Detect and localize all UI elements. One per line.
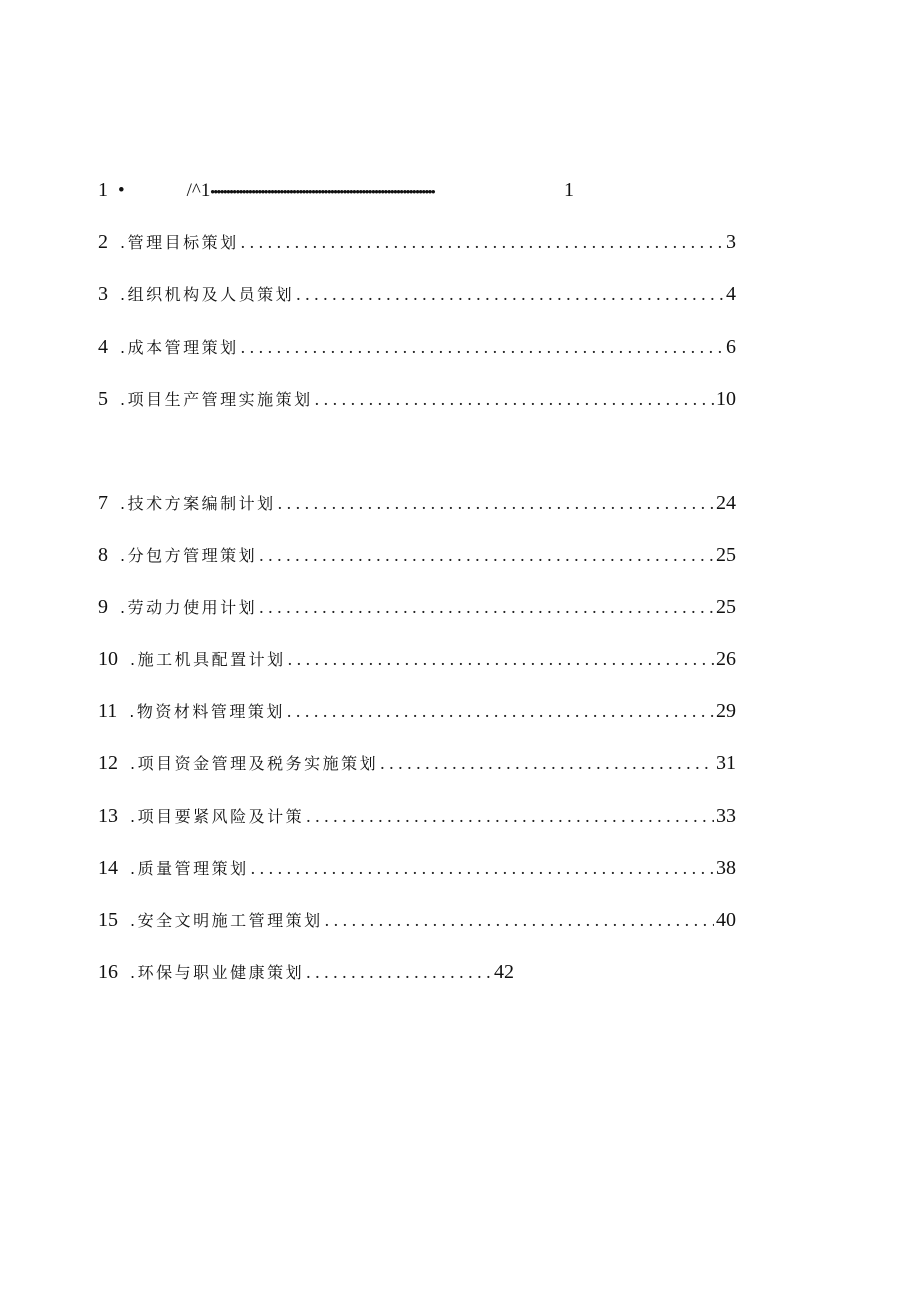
toc-entry-10[interactable] — [98, 645, 736, 673]
toc-entry-page: 42 — [494, 961, 514, 983]
toc-entry-16[interactable] — [98, 958, 514, 986]
toc-entry-9[interactable] — [98, 593, 736, 621]
toc-entry-bullet: • — [118, 180, 125, 201]
toc-leader-dots — [325, 906, 714, 934]
toc-leader-dots — [306, 802, 714, 830]
toc-entry-2[interactable] — [98, 228, 736, 256]
toc-entry-number: 10 — [98, 648, 118, 670]
toc-entry-15[interactable] — [98, 906, 736, 934]
toc-entry-title: .技术方案编制计划 — [120, 494, 276, 513]
toc-entry-title: .成本管理策划 — [120, 338, 239, 357]
toc-entry-4[interactable] — [98, 333, 736, 361]
toc-entry-page: 29 — [716, 700, 736, 722]
toc-entry-number: 14 — [98, 857, 118, 879]
toc-entry-1[interactable] — [98, 176, 574, 204]
toc-entry-number: 11 — [98, 700, 118, 722]
toc-entry-number: 7 — [98, 492, 108, 514]
toc-leader-dots — [259, 541, 714, 569]
toc-leader-dots — [278, 489, 714, 517]
toc-leader-dots — [306, 958, 492, 986]
toc-entry-title: .劳动力使用计划 — [120, 598, 258, 617]
toc-leader-dots — [287, 697, 714, 725]
toc-leader-bullets — [210, 178, 564, 206]
toc-entry-page: 31 — [716, 752, 736, 774]
toc-leader-dots — [315, 385, 714, 413]
toc-entry-12[interactable] — [98, 749, 736, 777]
toc-entry-5[interactable] — [98, 385, 736, 413]
toc-entry-page: 10 — [716, 388, 736, 410]
toc-entry-title: .分包方管理策划 — [120, 546, 258, 565]
toc-leader-dots — [241, 228, 724, 256]
toc-entry-number: 8 — [98, 544, 108, 566]
toc-entry-page: 40 — [716, 909, 736, 931]
toc-entry-number: 1 — [98, 179, 108, 201]
toc-entry-title: .环保与职业健康策划 — [130, 963, 305, 982]
toc-entry-page: 25 — [716, 544, 736, 566]
toc-entry-number: 12 — [98, 752, 118, 774]
toc-entry-page: 3 — [726, 231, 736, 253]
toc-leader-dots — [241, 333, 724, 361]
toc-entry-number: 3 — [98, 283, 108, 305]
toc-entry-title: .项目要紧风险及计策 — [130, 807, 305, 826]
toc-entry-page: 25 — [716, 596, 736, 618]
toc-entry-page: 6 — [726, 336, 736, 358]
toc-entry-number: 15 — [98, 909, 118, 931]
toc-leader-dots — [380, 749, 714, 777]
toc-entry-number: 13 — [98, 805, 118, 827]
toc-entry-page: 26 — [716, 648, 736, 670]
toc-entry-3[interactable] — [98, 280, 736, 308]
toc-entry-page: 33 — [716, 805, 736, 827]
toc-entry-14[interactable] — [98, 854, 736, 882]
toc-entry-title: .施工机具配置计划 — [130, 650, 286, 669]
toc-entry-page: 4 — [726, 283, 736, 305]
toc-entry-title: .物资材料管理策划 — [129, 702, 285, 721]
toc-entry-number: 2 — [98, 231, 108, 253]
toc-leader-dots — [296, 280, 724, 308]
toc-entry-number: 4 — [98, 336, 108, 358]
toc-entry-title: .管理目标策划 — [120, 233, 239, 252]
toc-entry-page: 24 — [716, 492, 736, 514]
toc-entry-title: .组织机构及人员策划 — [120, 285, 295, 304]
toc-entry-13[interactable] — [98, 802, 736, 830]
toc-leader-dots — [251, 854, 714, 882]
toc-entry-title: .项目生产管理实施策划 — [120, 390, 313, 409]
toc-entry-title: .质量管理策划 — [130, 859, 249, 878]
toc-entry-7[interactable] — [98, 489, 736, 517]
toc-entry-title: .安全文明施工管理策划 — [130, 911, 323, 930]
toc-entry-number: 5 — [98, 388, 108, 410]
toc-entry-11[interactable] — [98, 697, 736, 725]
toc-leader-dots — [259, 593, 714, 621]
toc-entry-number: 9 — [98, 596, 108, 618]
toc-entry-8[interactable] — [98, 541, 736, 569]
toc-leader-dots — [288, 645, 714, 673]
toc-entry-page: 1 — [564, 179, 574, 201]
toc-entry-title: .项目资金管理及税务实施策划 — [130, 754, 379, 773]
toc-entry-title: /^1 — [186, 180, 211, 201]
toc-entry-page: 38 — [716, 857, 736, 879]
toc-entry-number: 16 — [98, 961, 118, 983]
